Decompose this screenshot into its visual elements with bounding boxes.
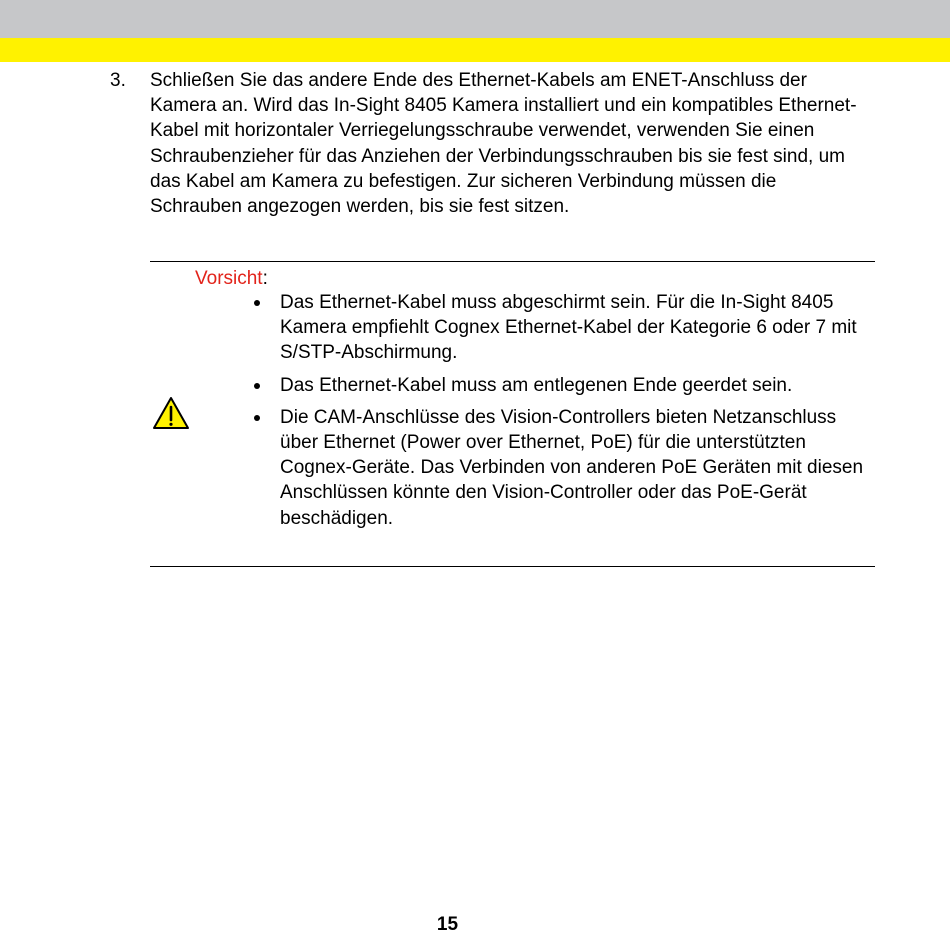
bullet-icon [254, 300, 260, 306]
caution-item [248, 405, 868, 531]
caution-title: Vorsicht [195, 268, 263, 289]
caution-item-text: Die CAM-Anschlüsse des Vision-Controllers bieten Netzanschluss über Ethernet (Power over Ethernet, PoE) für die unterstützten Cognex-Geräte. Das Verbinden von anderen PoE Geräten mit diesen Anschlüssen könnte den Vision-Controller oder das PoE-Gerät beschädigen. [280, 406, 864, 529]
caution-item [248, 373, 868, 398]
header-yellow-band [0, 38, 950, 62]
caution-colon: : [262, 268, 268, 289]
caution-item [248, 290, 868, 366]
caution-list [248, 290, 868, 538]
bullet-icon [254, 383, 260, 389]
caution-top-rule [150, 261, 875, 262]
warning-triangle-icon [152, 396, 190, 430]
caution-item-text: Das Ethernet-Kabel muss am entlegenen Ende geerdet sein. [280, 374, 793, 396]
header-gray-band [0, 0, 950, 38]
step-3 [110, 68, 870, 219]
caution-item-text: Das Ethernet-Kabel muss abgeschirmt sein. Für die In-Sight 8405 Kamera empfiehlt Cognex Ethernet-Kabel der Kategorie 6 oder 7 mit S/STP-Abschirmung. [280, 292, 857, 364]
step-text: Schließen Sie das andere Ende des Ethernet-Kabels am ENET-Anschluss der Kamera an. Wird das In-Sight 8405 Kamera installiert und ein kompatibles Ethernet-Kabel mit horizontaler Verriegelungsschraube verwendet, verwenden Sie einen Schraubenzieher für das Anziehen der Verbindungsschrauben bis sie fest sind, um das Kabel am Kamera zu befestigen. Zur sicheren Verbindung müssen die Schrauben angezogen werden, bis sie fest sitzen. [150, 70, 857, 218]
caution-bottom-rule [150, 566, 875, 567]
page-number: 15 [436, 914, 459, 935]
bullet-icon [254, 415, 260, 421]
step-number: 3. [110, 70, 126, 91]
caution-heading [195, 266, 268, 291]
